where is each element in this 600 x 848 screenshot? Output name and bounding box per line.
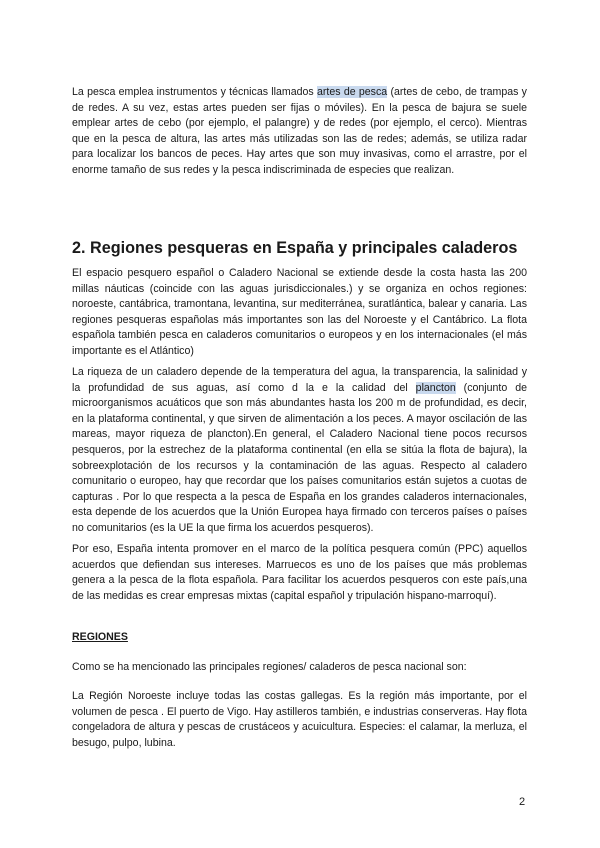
intro-text-after: (artes de cebo, de trampas y de redes. A su vez, estas artes pueden ser fijas o móviles). En la pesca de bajura se suele emplear artes de cebo (por ejemplo, el palangre) y de redes (por ejemplo, el cerco). Mientras que en la pesca de altura, las artes más utilizadas son las de redes; además, se utiliza radar para localizar los bancos de peces. Hay artes que son muy invasivas, como el arrastre, por el enorme tamaño de sus redes y la pesca indiscriminada de especies que realizan. bbox=[72, 86, 527, 176]
caladero-nacional-paragraph: El espacio pesquero español o Caladero Nacional se extiende desde la costa hasta las 200 millas náuticas (coincide con las aguas jurisdiccionales.) y se organiza en ochos regiones: noroeste, cantábrica, tramontana, levantina, sur mediterránea, suratlántica, balear y canaria. Las regiones pesqueras españolas más importantes son las del Noroeste y el Cantábrico. La flota española también pesca en caladeros comunitarios o europeos y en los internacionales (el más importante es el Atlántico) bbox=[72, 267, 527, 357]
ppc-paragraph: Por eso, España intenta promover en el marco de la política pesquera común (PPC) aquellos acuerdos que defiendan sus intereses. Marruecos es uno de los países que más problemas genera a la pesca de la flota española. Para facilitar los acuerdos pesqueros con este país,una de las medidas es crear empresas mixtas (capital español y tripulación hispano-marroquí). bbox=[72, 543, 527, 602]
riqueza-text-before: La riqueza de un caladero depende de la temperatura del agua, la transparencia, la salinidad y la profundidad de sus aguas, así como d la e la calidad del bbox=[72, 366, 527, 394]
highlight-artes-de-pesca: artes de pesca bbox=[316, 86, 388, 98]
riqueza-paragraph bbox=[72, 365, 527, 537]
intro-paragraph bbox=[72, 85, 527, 179]
regiones-subheading: REGIONES bbox=[72, 631, 128, 643]
regiones-intro: Como se ha mencionado las principales regiones/ caladeros de pesca nacional son: bbox=[72, 661, 467, 673]
intro-text-before: La pesca emplea instrumentos y técnicas llamados bbox=[72, 86, 317, 98]
riqueza-text-after: (conjunto de microorganismos acuáticos que son más abundantes hasta los 200 m de profundidad, es decir, en la plataforma continental, y que sirven de alimentación a los peces. A mayor oscilación de las mareas, mayor riqueza de plancton).En general, el Caladero Nacional tiene pocos recursos pesqueros, por la estrechez de la plataforma continental (en ella se sitúa la flota de bajura), la sobreexplotación de los recursos y la contaminación de las aguas. Respecto al caladero comunitario o europeo, hay que recordar que los países comunitarios están sujetos a cuotas de capturas . Por lo que respecta a la pesca de España en los grandes caladeros internacionales, esta depende de los acuerdos que la Unión Europea haya firmado con terceros países o países no comunitarios (es la UE la que firma los acuerdos pesqueros). bbox=[72, 381, 527, 534]
section-heading: 2. Regiones pesqueras en España y principales caladeros bbox=[72, 239, 518, 257]
noroeste-paragraph: La Región Noroeste incluye todas las costas gallegas. Es la región más importante, por el volumen de pesca . El puerto de Vigo. Hay astilleros también, e industrias conserveras. Hay flota congeladora de altura y pescas de crustáceos y acuicultura. Especies: el calamar, la merluza, el besugo, pulpo, lubina. bbox=[72, 690, 527, 749]
highlight-plancton: plancton bbox=[415, 381, 456, 394]
page-number: 2 bbox=[519, 796, 526, 808]
